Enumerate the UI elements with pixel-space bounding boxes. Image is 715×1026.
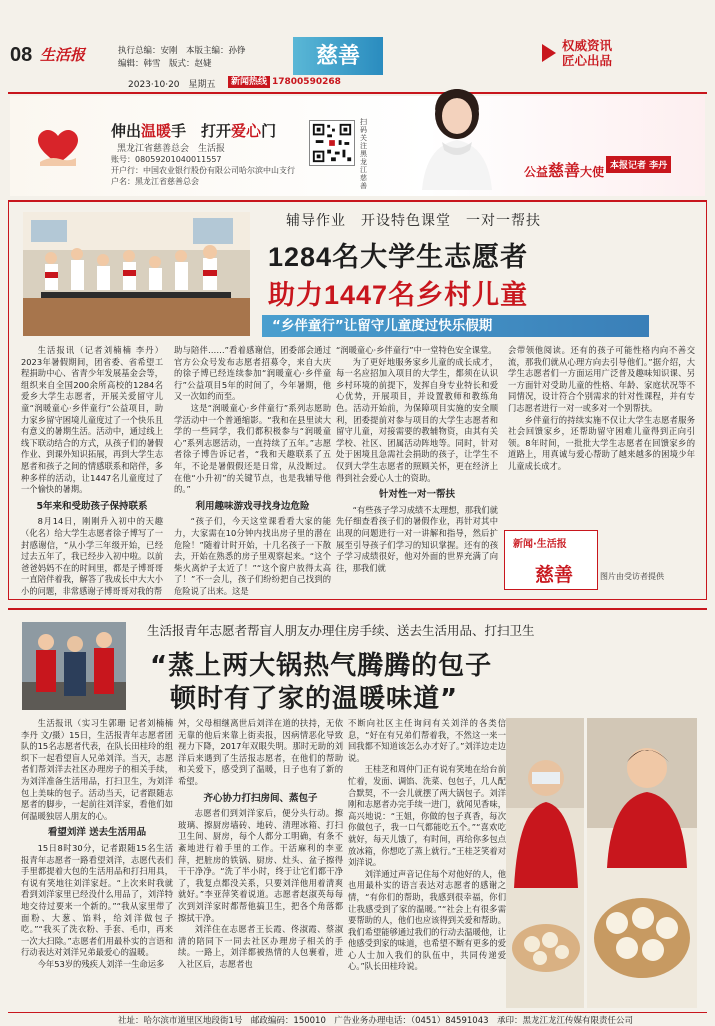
photo-credit: 图片由受访者提供 bbox=[600, 572, 664, 581]
story1-column bbox=[21, 345, 163, 596]
paragraph: 8月14日，刚刚升入初中的天趣（化名）给大学生志愿者徐子博写了一封感谢信，“从小学三年级开始，已经过去五年了，我已经步入初中啦。以前爸爸妈妈不在的时间里，都是子博哥哥一直陪伴着我，解答了我成长中大大小小的问题，非常感谢子博哥哥对我的帮 bbox=[21, 516, 163, 596]
paragraph: 生活报讯（实习生郭珊 记者刘楠楠 李丹 文/摄）15日，生活报青年志愿者团队的15名志愿者代表，在队长田桂玲的组织下一起看望盲人兄弟刘洋。当天，志愿者们帮刘洋去社区办理房子的相关手续，为刘洋准备生活用品，打扫卫生，为刘洋包上美味的包子。活动当天，记者跟随志愿者的脚步，一起前往刘洋家，看他们如何温暖独居人朋友的心。 bbox=[21, 718, 173, 821]
section-banner: 慈善 bbox=[293, 37, 383, 75]
paragraph: 今年53岁的残疾人刘洋一生命运多 bbox=[37, 958, 165, 969]
paragraph: 会带领他阅读。还有的孩子可能性格内向不善交流，那我们就从心理方向去引导他们。”据介绍，大学生志愿者们一方面运用广泛普及趣味知识课、另一方面针对受助儿童的性格、年龄、家庭状况等不同情况，设计符合个别需求的针对性课程，并有专门志愿者进行一对一或多对一个别帮扶。 bbox=[508, 345, 695, 413]
story2-column bbox=[21, 718, 173, 1004]
arrow-icon bbox=[542, 44, 556, 62]
slogan bbox=[562, 38, 612, 68]
ad-headline-part: 伸出 bbox=[111, 122, 142, 140]
paragraph: “润暖童心·乡伴童行”中一堂特色安全课堂。 bbox=[336, 345, 497, 355]
story1-kicker: 辅导作业 开设特色课堂 一对一帮扶 bbox=[286, 213, 541, 229]
slogan-line: 匠心出品 bbox=[562, 53, 613, 68]
paragraph: “孩子们，今天这堂课看看大家的能力，大家需在10分钟内找出房子里的潜在危险！”随着计时开始，十几名孩子一下散去，开始在熟悉的房子里观察起来。“这个柴火离炉子太近了！”“这个窗户放得太高了！”不一会儿，孩子们纷纷把自己找到的危险说了出来。这是 bbox=[174, 516, 331, 596]
ad-bank-line: 户名：黑龙江省慈善总会 bbox=[111, 177, 199, 186]
subhead: 5年来和受助孩子保持联系 bbox=[36, 500, 148, 512]
paper-logo: 生活报 bbox=[40, 46, 86, 64]
issue-date: 2023·10·20 星期五 bbox=[128, 80, 216, 90]
paragraph: 乡伴童行的持续实施不仅让大学生志愿者服务社会回馈家乡，还帮助留守困难儿童得到正向引领。8年时间，一批批大学生志愿者在回馈家乡的道路上，用真诚与爱心帮助了越来越多的困境少年儿童成长成才。 bbox=[508, 414, 695, 471]
paragraph: 助与陪伴……”看着感谢信，团委部会通过官方公众号发布志愿者招募令，来自大庆的徐子博已经连续参加“润暖童心·乡伴童行”公益项目5年的时间了，今年暑期，他又一次如约而至。 bbox=[174, 345, 331, 402]
story1-deck: “乡伴童行”让留守儿童度过快乐假期 bbox=[262, 315, 649, 337]
ad-headline bbox=[111, 120, 276, 141]
subhead: 针对性一对一帮扶 bbox=[378, 489, 455, 501]
ad-headline-red: 温暖 bbox=[141, 122, 172, 140]
volunteer-cooking-photo bbox=[506, 718, 584, 1008]
story1-headline-line2: 助力1447名乡村儿童 bbox=[268, 280, 529, 310]
story1-column bbox=[174, 345, 331, 596]
qr-caption: 扫码关注黑龙江慈善 bbox=[360, 118, 367, 190]
paragraph: 刘洋通过声音记住每个对他好的人，他也用最朴实的语言表达对志愿者的感谢之情，“有你们的帮助，我感到很幸福，你们让我感受到了家的温暖。”“社会上有很多需要帮助的人，他们也应该得到关爱和帮助。我们希望能够通过我们的行动去温暖他，让他感受到家的味道，也希望不断有更多的爱心人士加入我们的队伍中，共同传递爱心。”队长田桂玲说。 bbox=[348, 868, 506, 972]
stamp-text: 慈善 bbox=[535, 564, 574, 586]
paragraph: “有些孩子学习成绩不太理想，那我们就先仔细查看孩子们的暑假作业，再针对其中出现的问题进行一对一讲解和指导，然后扩展至引导孩子们学习的知识掌握。还有的孩子学习成绩很好，他对外面的世界充满了向往，那我们就 bbox=[336, 504, 498, 573]
ambassador-suffix: 大使 bbox=[580, 165, 605, 179]
page-number: 08 bbox=[10, 44, 33, 66]
story1-column bbox=[336, 345, 498, 589]
ambassador-title bbox=[524, 158, 604, 181]
classroom-photo bbox=[23, 212, 250, 336]
steamed-buns-photo bbox=[587, 718, 697, 1008]
ad-headline-red: 爱心 bbox=[231, 122, 262, 140]
subhead: 利用趣味游戏寻找身边危险 bbox=[195, 500, 310, 512]
paragraph: 刘洋住在志愿者王长霞、佟淑霞、蔡淑清的陪同下一同去社区办理房子相关的手续。一路上，刘洋都被热情的人包裹着，进入社区后，志愿者也 bbox=[178, 924, 343, 969]
slogan-line: 权威资讯 bbox=[562, 38, 613, 53]
masthead-meta bbox=[118, 45, 246, 71]
masthead-meta-line: 编辑：韩雪 版式：赵婕 bbox=[118, 59, 212, 69]
paragraph: 15日8时30分，记者跟随15名生活报青年志愿者一路看望刘洋，志愿代表们手里都提着大包的生活用品和打扫用具，有说有笑地往刘洋家赶。“上次来时我就看到刘洋家里已经没什么用品了，刘洋特地交待过要来一个新的。”“我从家里带了面粉、大葱、馅料，给刘洋做包子吃。”“我买了洗衣粉、手套、毛巾，再来一次大扫除。”志愿者们用最朴实的言语和行动表达对刘洋兄弟最爱心的温暖。 bbox=[21, 842, 173, 958]
paragraph: 王桂芝和周仲门正有说有笑地在给台前忙着，发面、调馅、洗菜、包包子，几人配合默契，不一会儿就摆了两大锅包子。刘洋刚和志愿者办完手续一进门，就闻见香味，高兴地说：“王姐，你做的包子真香，每次你做包子，我一口气都能吃五个。”“喜欢吃就好，每天儿饿了，有时间，再给你多包点放冰箱，你想吃了蒸上就行。”王桂芝笑着对刘洋说。 bbox=[348, 764, 506, 868]
paragraph: 这是“润暖童心·乡伴童行”系列志愿助学活动中一个普通缩影。“我和在县里读大学的一些同学，我们都积极参与“润暖童心”系列志愿活动，一直持续了五年。”志愿者徐子博告诉记者，“我和天趣联系了五年，不论是暑假假还是日常，从没断过。在他“小升初”的关键节点，也是我辅导他的。” bbox=[174, 402, 331, 495]
ad-headline-part: 手 打开 bbox=[171, 122, 232, 140]
stamp-logo: 新闻·生活报 bbox=[513, 539, 567, 550]
masthead-meta-line: 执行总编：安刚 本版主编：孙铮 bbox=[118, 46, 246, 56]
ambassador-prefix: 公益 bbox=[524, 165, 549, 179]
ambassador-photo bbox=[412, 80, 502, 190]
story2-column bbox=[178, 718, 343, 1004]
heart-hand-icon bbox=[36, 128, 80, 168]
ad-headline-part: 门 bbox=[261, 122, 277, 140]
paragraph: 志愿者们到刘洋家后，便分头行动。擦玻璃、擦厨房墙砖、地砖、清理冰箱、打扫卫生间、厨房，每个人都分工明确，有条不紊地进行着手里的工作。干活麻利的李亚萍，把脏房的铁锅、厨房、灶头、盆子擦得干干净净。“洗了半小时，终于让它们都干净了，我复点都没关系，只要刘洋他用着清爽就好。”李亚萍笑着说道。志愿者赵淑英每每次到刘洋家时都帮他搞卫生，把各个角落都擦拭干净。 bbox=[178, 808, 343, 923]
subhead: 齐心协力打扫房间、蒸包子 bbox=[203, 792, 318, 804]
page-footer: 社址：哈尔滨市道里区地段街1号 邮政编码：150010 广告业务办理电话：（0451）84591043 承印：黑龙江龙江传媒有限责任公司 bbox=[8, 1012, 707, 1024]
header-divider bbox=[8, 92, 707, 94]
story1-headline-line1: 1284名大学生志愿者 bbox=[268, 242, 529, 272]
ad-organizers: 黑龙江省慈善总会 生活报 bbox=[117, 144, 226, 154]
ambassador-big: 慈善 bbox=[548, 161, 581, 180]
paragraph: 舛，父母相继离世后刘洋在道的扶持，无依无靠的他后来靠上街卖报，因病情恶化导致视力下降，2017年双眼失明。那时无助的刘洋后来遇到了生活报志愿者，在他们的帮助和关爱下，感受到了温暖，日子也有了新的希望。 bbox=[178, 718, 343, 786]
paragraph: 生活报讯（记者刘楠楠 李丹）2023年暑假期间，团省委、省希望工程捐助中心、省青少年发展基金会等，组织来自全国200余所高校的1284名爱乡大学生志愿者，开展关爱留守儿童“润暖童心·乡伴童行”公益项目，助力家乡留守困境儿童度过了一个快乐且有意义的暑期生活。活动中，通过线上线下联动结合的方式，从孩子们的暑假作业、到课外知识拓展，再到大学生志愿者和孩子之间的情感联系和陪伴，多种多样的活动，让1447名儿童度过了一个愉快的暑期。 bbox=[21, 345, 163, 495]
qr-code-icon[interactable] bbox=[309, 120, 355, 166]
story2-column bbox=[348, 718, 506, 1004]
hotline-label: 新闻热线 bbox=[228, 76, 270, 88]
ad-bank-line: 账号：08059201040011557 bbox=[111, 155, 222, 164]
ad-bank-info bbox=[111, 154, 295, 187]
paragraph: 不断向社区主任询问有关刘洋的各类信息，“好在有兄弟们帮着我，不然这一来一回我都不知道该怎么办才好了。”刘洋边走边说。 bbox=[348, 718, 506, 763]
subhead: 看望刘洋 送去生活用品 bbox=[47, 827, 147, 839]
paragraph: 为了更好地服务家乡儿童的成长成才，每一名应招加入项目的大学生，都须在认识乡村环境的前提下，发挥自身专业特长和爱心优势，开展项目，并设置教师和教练角色。活动开始前，为保障项目实施的安全顺利，团委提前对参与项目的大学生志愿者和留守儿童，对接需要的教辅物资，由其有关学校、社区、团属活动阵地等。同时，针对处于困境且急需社会捐助的孩子，让学生不仅到大学生志愿者的照顾关怀，更在经济上得到社会爱心人士的资助。 bbox=[336, 356, 498, 483]
volunteers-photo bbox=[22, 622, 126, 710]
story2-kicker: 生活报青年志愿者帮盲人朋友办理住房手续、送去生活用品、打扫卫生 bbox=[147, 623, 535, 638]
story2-headline-line2: 顿时有了家的温暖味道” bbox=[170, 684, 459, 714]
reporter-tag: 本报记者 李丹 bbox=[606, 156, 671, 173]
story2-headline-line1: “蒸上两大锅热气腾腾的包子 bbox=[150, 651, 493, 681]
hotline-number: 17800590268 bbox=[272, 77, 341, 87]
ad-bank-line: 开户行：中国农业银行股份有限公司哈尔滨中山支行 bbox=[111, 166, 295, 175]
